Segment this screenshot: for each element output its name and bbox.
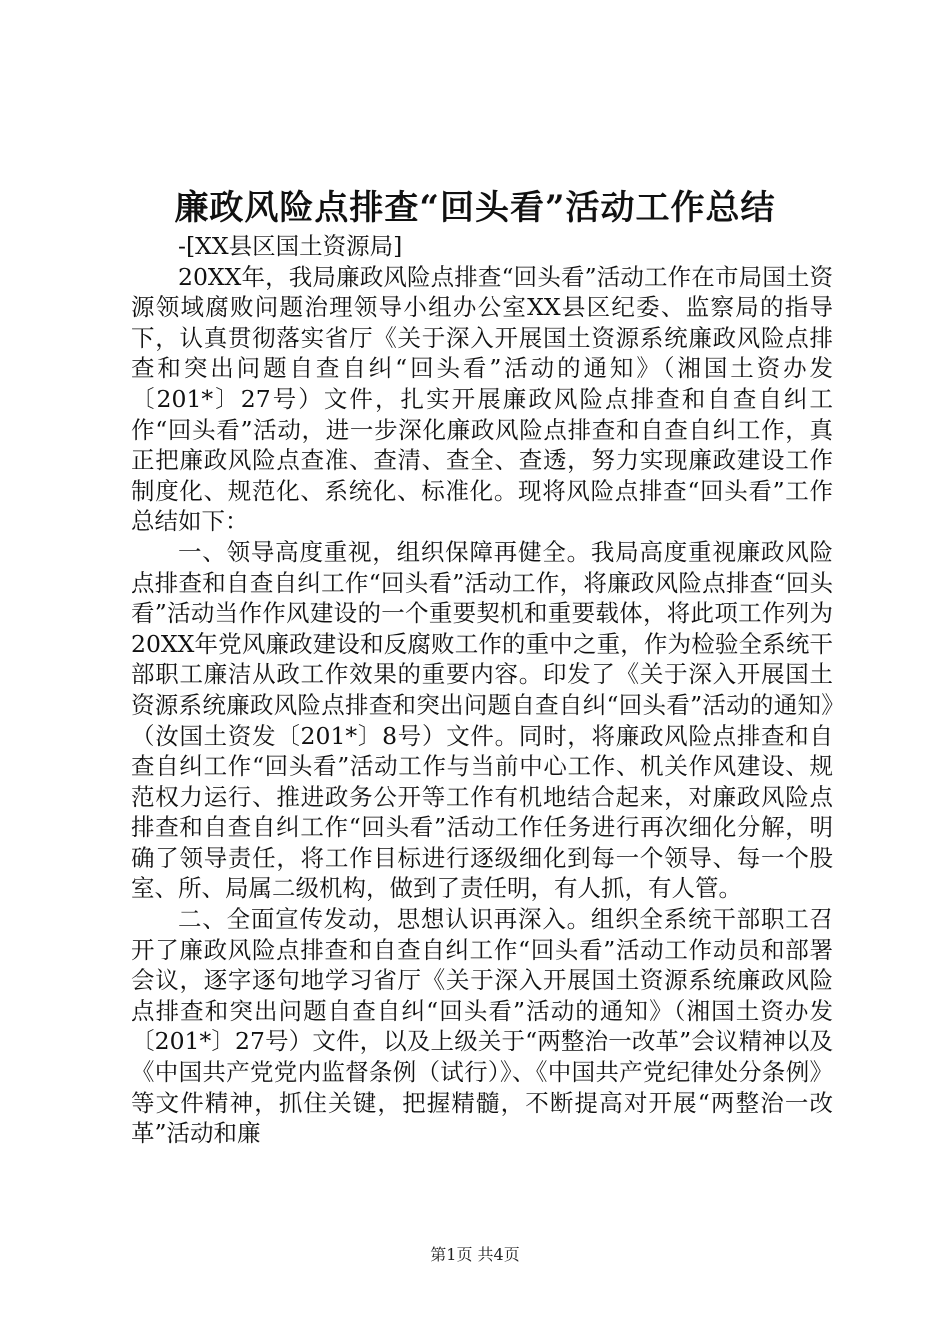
paragraph-section-1: 一、领导高度重视，组织保障再健全。我局高度重视廉政风险点排查和自查自纠工作“回头看”活动工作，将廉政风险点排查“回头看”活动当作作风建设的一个重要契机和重要载体，将此项工作列为20XX年党风廉政建设和反腐败工作的重中之重，作为检验全系统干部职工廉洁从政工作效果的重要内容。印发了《关于深入开展国土资源系统廉政风险点排查和突出问题自查自纠“回头看”活动的通知》（汝国土资发〔201*〕8号）文件。同时，将廉政风险点排查和自查自纠工作“回头看”活动工作与当前中心工作、机关作风建设、规范权力运行、推进政务公开等工作有机地结合起来，对廉政风险点排查和自查自纠工作“回头看”活动工作任务进行再次细化分解，明确了领导责任，将工作目标进行逐级细化到每一个领导、每一个股室、所、局属二级机构，做到了责任明，有人抓，有人管。	[131, 537, 833, 903]
paragraph-section-2: 二、全面宣传发动，思想认识再深入。组织全系统干部职工召开了廉政风险点排查和自查自纠工作“回头看”活动工作动员和部署会议，逐字逐句地学习省厅《关于深入开展国土资源系统廉政风险点排查和突出问题自查自纠“回头看”活动的通知》（湘国土资办发〔201*〕27号）文件，以及上级关于“两整治一改革”会议精神以及《中国共产党党内监督条例（试行）》、《中国共产党纪律处分条例》等文件精神，抓住关键，把握精髓，不断提高对开展“两整治一改革”活动和廉	[131, 905, 833, 1148]
document-title: 廉政风险点排查“回头看”活动工作总结	[174, 188, 776, 228]
document-body	[131, 231, 833, 1149]
paragraph-intro: 20XX年，我局廉政风险点排查“回头看”活动工作在市局国土资源领域腐败问题治理领导小组办公室XX县区纪委、监察局的指导下，认真贯彻落实省厅《关于深入开展国土资源系统廉政风险点排查和突出问题自查自纠“回头看”活动的通知》（湘国土资办发〔201*〕27号）文件，扎实开展廉政风险点排查和自查自纠工作“回头看”活动，进一步深化廉政风险点排查和自查自纠工作，真正把廉政风险点查准、查清、查全、查透，努力实现廉政建设工作制度化、规范化、系统化、标准化。现将风险点排查“回头看”工作总结如下：	[131, 262, 833, 536]
page-footer: 第1页 共4页	[430, 1245, 520, 1264]
byline: -[XX县区国土资源局]	[178, 232, 403, 260]
